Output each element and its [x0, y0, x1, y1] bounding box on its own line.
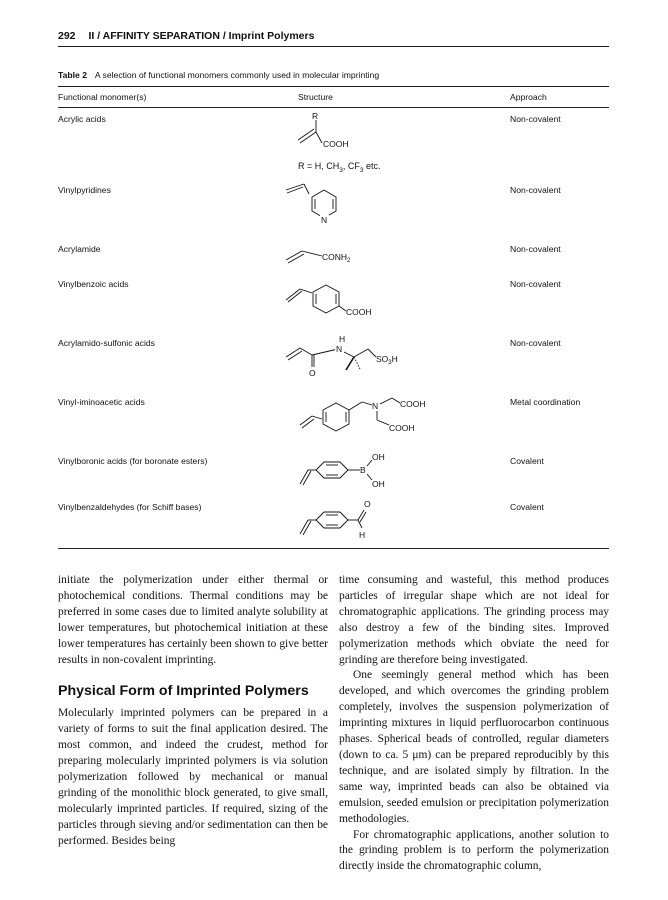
table-header-rule	[58, 107, 609, 108]
structure-label: O	[364, 499, 371, 509]
structure-label-text: CONH	[322, 252, 348, 262]
r-note-e: etc.	[363, 161, 381, 171]
r-note-b: 3	[339, 166, 343, 174]
structure-label: COOH	[389, 423, 415, 433]
structure-label	[322, 252, 351, 264]
structure-vinylbenzoic-acid	[282, 275, 412, 320]
left-column	[58, 573, 328, 850]
table-label: Table 2	[58, 70, 87, 80]
running-head	[58, 30, 609, 42]
running-title: II / AFFINITY SEPARATION / Imprint Polymers	[88, 30, 315, 42]
row-name-acrylamido-sulfonic-acids: Acrylamido-sulfonic acids	[58, 338, 155, 348]
column-header-monomer: Functional monomer(s)	[58, 92, 147, 102]
r-group-note	[298, 161, 381, 174]
row-approach-vinyl-iminoacetic-acids: Metal coordination	[510, 397, 581, 407]
row-approach-acrylamido-sulfonic-acids: Non-covalent	[510, 338, 561, 348]
row-approach-acrylamide: Non-covalent	[510, 244, 561, 254]
structure-label: COOH	[400, 399, 426, 409]
structure-label: OH	[372, 479, 385, 489]
structure-label: H	[339, 334, 346, 344]
structure-subscript: 2	[347, 258, 351, 264]
structure-label: N	[321, 215, 328, 225]
row-name-vinylboronic-acids: Vinylboronic acids (for boronate esters)	[58, 456, 208, 466]
structure-subscript: 3	[388, 360, 392, 366]
structure-label: R	[312, 111, 319, 121]
r-note-d: 3	[359, 166, 364, 174]
r-note-c: , CF	[342, 161, 360, 171]
structure-label: OH	[372, 452, 385, 462]
structure-label-text: SO	[376, 354, 389, 364]
table-bottom-rule	[58, 548, 609, 549]
structure-vinylboronic-acid	[282, 450, 412, 496]
row-approach-vinylbenzaldehydes: Covalent	[510, 502, 544, 512]
table-caption-text: A selection of functional monomers commonly used in molecular imprinting	[94, 70, 380, 80]
row-approach-acrylic-acids: Non-covalent	[510, 114, 561, 124]
structure-acrylamide	[282, 240, 412, 266]
paragraph: initiate the polymerization under either thermal or photochemical conditions. Thermal conditions may be preferred in some cases due to limited analyte solubility at lower temperatures, but photochemical initiation at these lower temperatures has certainly been shown to give better results in non-covalent imprinting.	[58, 574, 328, 666]
structure-label: B	[360, 465, 366, 475]
paragraph: One seemingly general method which has been developed, and which overcomes the grinding problem completely, involves the suspension polymerization of imprinting mixtures in liquid perfluorocarbon continuous phases. Spherical beads of controlled, regular diameters (down to ca. 5 μm) can be prepared reproducibly by this technique, and are isolated simply by filtration. In the same way, imprinted beads can also be obtained via emulsion, seeded emulsion or precipitation polymerization methodologies.	[339, 669, 609, 825]
structure-label: H	[359, 530, 366, 540]
structure-label: N	[336, 344, 343, 354]
r-note-a: R = H, CH	[298, 161, 340, 171]
row-approach-vinylpyridines: Non-covalent	[510, 185, 561, 195]
structure-vinyl-iminoacetic-acid	[282, 390, 452, 440]
row-name-vinylpyridines: Vinylpyridines	[58, 185, 111, 195]
structure-label: N	[372, 401, 379, 411]
section-heading: Physical Form of Imprinted Polymers	[58, 683, 309, 700]
row-name-acrylic-acids: Acrylic acids	[58, 114, 106, 124]
structure-label: O	[309, 368, 316, 378]
column-header-structure: Structure	[298, 92, 333, 102]
structure-vinylbenzaldehyde	[282, 496, 412, 542]
structure-vinylpyridine	[282, 180, 412, 228]
right-column	[339, 573, 609, 875]
structure-label: COOH	[323, 139, 349, 149]
structure-label	[376, 354, 398, 366]
row-name-vinylbenzaldehydes: Vinylbenzaldehydes (for Schiff bases)	[58, 502, 202, 512]
paragraph: For chromatographic applications, another solution to the grinding problem is to perform the polymerization directly inside the chromatographic column,	[339, 828, 609, 873]
row-approach-vinylboronic-acids: Covalent	[510, 456, 544, 466]
structure-acrylic-acid	[282, 110, 412, 160]
column-header-approach: Approach	[510, 92, 547, 102]
header-rule	[58, 46, 609, 47]
paragraph: time consuming and wasteful, this method produces particles of irregular shape which are not ideal for chromatographic applications. The grinding process may also destroy a few of the binding sites. Improved polymerization methods which obviate the need for grinding are therefore being investigated.	[339, 574, 609, 666]
table-top-rule	[58, 86, 609, 87]
row-name-acrylamide: Acrylamide	[58, 244, 101, 254]
row-approach-vinylbenzoic-acids: Non-covalent	[510, 279, 561, 289]
row-name-vinylbenzoic-acids: Vinylbenzoic acids	[58, 279, 129, 289]
structure-acrylamido-sulfonic-acid	[282, 333, 412, 383]
structure-label-text: H	[391, 354, 398, 364]
page-number: 292	[58, 30, 76, 42]
structure-label: COOH	[346, 307, 372, 317]
table-caption	[58, 70, 379, 80]
row-name-vinyl-iminoacetic-acids: Vinyl-iminoacetic acids	[58, 397, 145, 407]
paragraph: Molecularly imprinted polymers can be prepared in a variety of forms to suit the final application desired. The most common, and indeed the crudest, method for preparing molecularly imprinted polymers is via solution polymerization followed by mechanical or manual grinding of the monolithic block generated, to give small, molecularly imprinted particles. If required, sizing of the particles through sieving and/or sedimentation can then be performed. Besides being	[58, 707, 328, 847]
